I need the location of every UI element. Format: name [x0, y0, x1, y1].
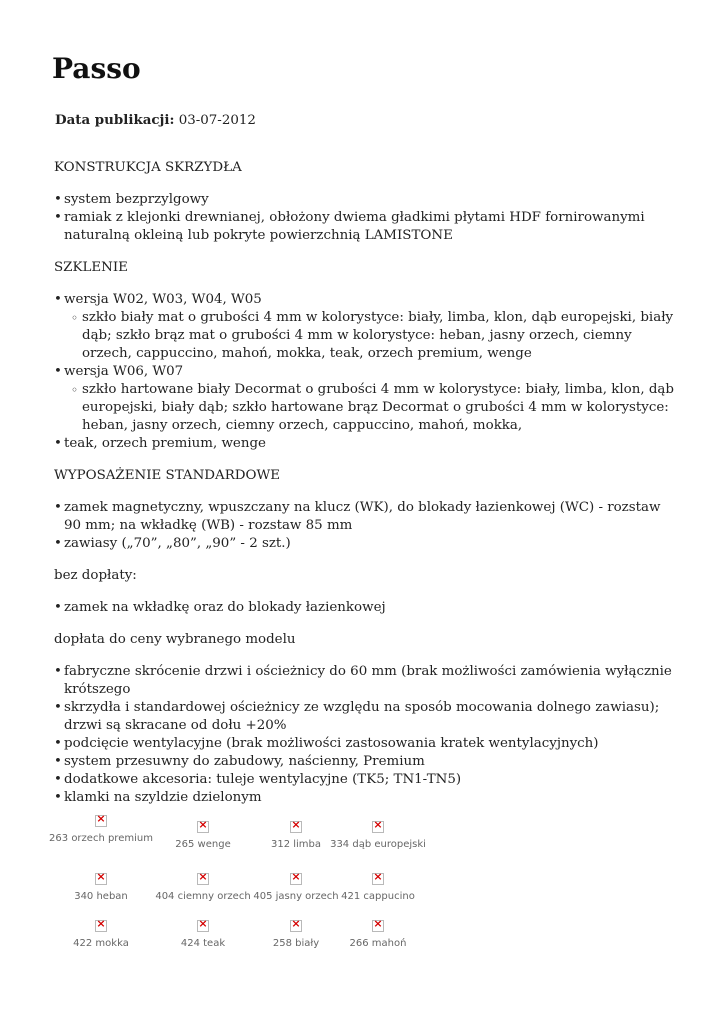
swatch-caption: 424 teak — [180, 938, 226, 949]
color-swatch[interactable] — [323, 873, 433, 903]
swatch-caption: 340 heban — [74, 891, 128, 902]
publication-date — [55, 111, 256, 130]
glazing-list — [54, 291, 674, 453]
list-item: • dodatkowe akcesoria: tuleje wentylacyjne (TK5; TN1-TN5) — [64, 771, 674, 789]
list-item: • fabryczne skrócenie drzwi i ościeżnicy do 60 mm (brak możliwości zamówienia wyłącznie krótszego — [64, 663, 674, 699]
section-heading-glazing: SZKLENIE — [54, 260, 128, 275]
list-item: • zamek na wkładkę oraz do blokady łazienkowej — [64, 599, 674, 617]
broken-image-icon — [95, 920, 107, 932]
article-body — [54, 159, 674, 821]
glazing-sublist-2 — [64, 381, 674, 435]
page-title: Passo — [52, 52, 141, 85]
list-item: • skrzydła i standardowej ościeżnicy ze względu na sposób mocowania dolnego zawiasu); drzwi są skracane od dołu +20% — [64, 699, 674, 735]
list-item — [64, 291, 674, 363]
swatch-caption: 334 dąb europejski — [330, 839, 426, 850]
no-surcharge-list — [54, 599, 674, 617]
color-swatch[interactable] — [323, 821, 433, 851]
broken-image-icon — [95, 815, 107, 827]
color-swatch[interactable] — [46, 920, 156, 950]
section-heading-no-surcharge: bez dopłaty: — [54, 568, 137, 583]
color-swatch[interactable] — [46, 815, 156, 845]
list-item: • klamki na szyldzie dzielonym — [64, 789, 674, 807]
broken-image-icon — [95, 873, 107, 885]
swatch-caption: 266 mahoń — [349, 938, 407, 949]
construction-list — [54, 191, 674, 245]
broken-image-icon — [372, 920, 384, 932]
swatch-caption: 404 ciemny orzech — [155, 891, 251, 902]
equipment-list — [54, 499, 674, 553]
list-item: • teak, orzech premium, wenge — [64, 435, 674, 453]
broken-image-icon — [290, 821, 302, 833]
swatch-caption: 265 wenge — [175, 839, 231, 850]
swatch-caption: 258 biały — [272, 938, 320, 949]
swatch-caption: 421 cappucino — [341, 891, 415, 902]
list-item: • system bezprzylgowy — [64, 191, 674, 209]
publication-date-label: Data publikacji: — [55, 112, 175, 128]
list-item: • system przesuwny do zabudowy, naścienny, Premium — [64, 753, 674, 771]
section-heading-construction: KONSTRUKCJA SKRZYDŁA — [54, 160, 242, 175]
broken-image-icon — [290, 920, 302, 932]
broken-image-icon — [197, 821, 209, 833]
broken-image-icon — [290, 873, 302, 885]
surcharge-list — [54, 663, 674, 807]
sub-list-item: ◦ szkło biały mat o grubości 4 mm w kolorystyce: biały, limba, klon, dąb europejski, biały dąb; szkło brąz mat o grubości 4 mm w kolorystyce: heban, jasny orzech, ciemny orzech, cappuccino, mahoń, mokka, teak, orzech premium, wenge — [82, 309, 674, 363]
broken-image-icon — [372, 873, 384, 885]
swatch-caption: 422 mokka — [73, 938, 129, 949]
color-swatch[interactable] — [46, 873, 156, 903]
broken-image-icon — [197, 920, 209, 932]
color-swatch[interactable] — [323, 920, 433, 950]
glazing-version-2: wersja W06, W07 — [64, 364, 184, 379]
swatch-caption: 405 jasny orzech — [253, 891, 339, 902]
glazing-version-1: wersja W02, W03, W04, W05 — [64, 292, 262, 307]
publication-date-value: 03-07-2012 — [178, 113, 256, 128]
section-heading-equipment: WYPOSAŻENIE STANDARDOWE — [54, 468, 281, 483]
broken-image-icon — [197, 873, 209, 885]
list-item: • zamek magnetyczny, wpuszczany na klucz (WK), do blokady łazienkowej (WC) - rozstaw 90 mm; na wkładkę (WB) - rozstaw 85 mm — [64, 499, 674, 535]
list-item: • zawiasy („70”, „80”, „90” - 2 szt.) — [64, 535, 674, 553]
broken-image-icon — [372, 821, 384, 833]
swatch-caption: 263 orzech premium — [49, 833, 153, 844]
list-item: • ramiak z klejonki drewnianej, obłożony dwiema gładkimi płytami HDF fornirowanymi naturalną okleiną lub pokryte powierzchnią LAMISTONE — [64, 209, 674, 245]
list-item: • podcięcie wentylacyjne (brak możliwości zastosowania kratek wentylacyjnych) — [64, 735, 674, 753]
sub-list-item: ◦ szkło hartowane biały Decormat o grubości 4 mm w kolorystyce: biały, limba, klon, dąb europejski, biały dąb; szkło hartowane brąz Decormat o grubości 4 mm w kolorystyce: heban, jasny orzech, ciemny orzech, cappuccino, mahoń, mokka, — [82, 381, 674, 435]
section-heading-surcharge: dopłata do ceny wybranego modelu — [54, 632, 296, 647]
swatch-caption: 312 limba — [270, 839, 322, 850]
glazing-sublist-1 — [64, 309, 674, 363]
list-item — [64, 363, 674, 435]
